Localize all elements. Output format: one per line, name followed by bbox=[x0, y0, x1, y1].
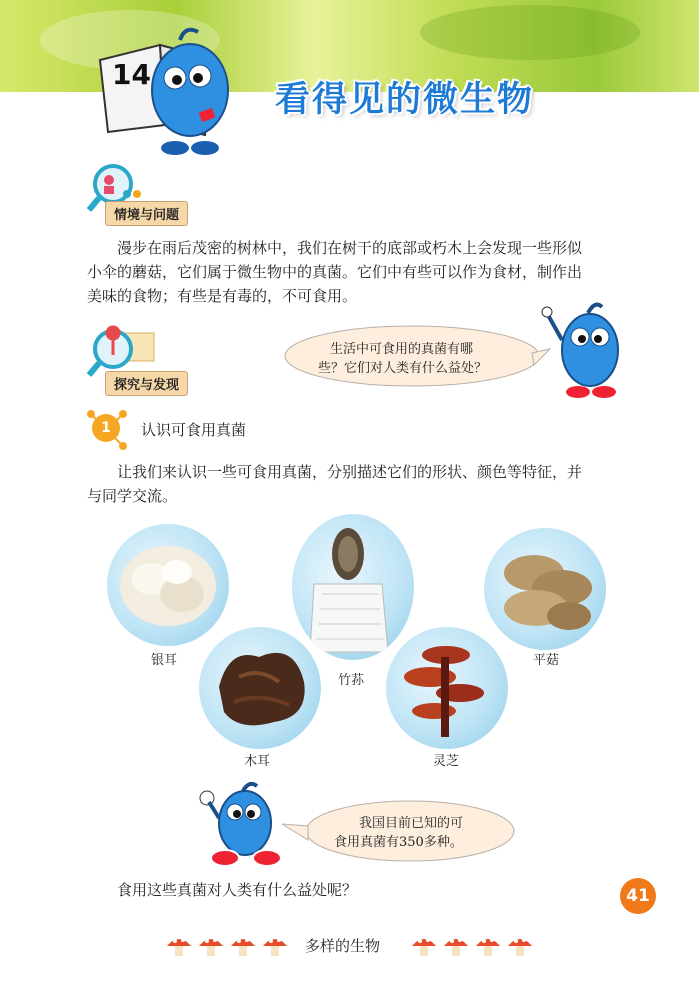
bubble-text-line: 生活中可食用的真菌有哪 bbox=[330, 342, 474, 357]
caption-lingzhi: 灵芝 bbox=[433, 754, 460, 769]
fungus-photo-yiner bbox=[107, 524, 229, 646]
page-number: 41 bbox=[620, 878, 656, 914]
activity-number-badge: 1 bbox=[92, 414, 120, 442]
discussion-question: 食用这些真菌对人类有什么益处呢？ bbox=[117, 881, 358, 899]
caption-pinggu: 平菇 bbox=[533, 653, 560, 668]
mascot-waving-illustration bbox=[195, 778, 290, 873]
mascot-pointing-illustration bbox=[540, 295, 635, 405]
intro-paragraph-line: 小伞的蘑菇，它们属于微生物中的真菌。它们中有些可以作为食材，制作出 bbox=[87, 263, 583, 281]
activity-text-line: 与同学交流。 bbox=[87, 487, 178, 505]
bubble-text-line: 些？它们对人类有什么益处？ bbox=[318, 361, 488, 376]
chapter-number: 14 bbox=[112, 58, 151, 91]
section-label-explore: 探究与发现 bbox=[105, 371, 188, 396]
bubble-text-line: 食用真菌有350多种。 bbox=[334, 835, 463, 850]
intro-paragraph-line: 漫步在雨后茂密的树林中，我们在树干的底部或朽木上会发现一些形似 bbox=[117, 239, 583, 257]
mushroom-icon-row-right bbox=[410, 932, 535, 962]
intro-paragraph-line: 美味的食物；有些是有毒的，不可食用。 bbox=[87, 287, 358, 305]
fungus-photo-zhusun bbox=[292, 514, 414, 660]
bubble-text-line: 我国目前已知的可 bbox=[359, 816, 464, 831]
fungus-photo-muer bbox=[199, 627, 321, 749]
caption-yiner: 银耳 bbox=[151, 653, 178, 668]
section-label-scenario: 情境与问题 bbox=[105, 201, 188, 226]
caption-zhusun: 竹荪 bbox=[338, 673, 365, 688]
fungus-photo-pinggu bbox=[484, 528, 606, 650]
caption-muer: 木耳 bbox=[244, 754, 271, 769]
fungus-photo-lingzhi bbox=[386, 627, 508, 749]
banner-decoration bbox=[420, 5, 640, 60]
activity-title: 认识可食用真菌 bbox=[141, 421, 247, 439]
page-title: 看得见的微生物 bbox=[275, 80, 535, 120]
mushroom-icon-row-left bbox=[165, 932, 290, 962]
activity-text-line: 让我们来认识一些可食用真菌，分别描述它们的形状、颜色等特征，并 bbox=[117, 463, 583, 481]
footer-unit-title: 多样的生物 bbox=[305, 937, 381, 955]
